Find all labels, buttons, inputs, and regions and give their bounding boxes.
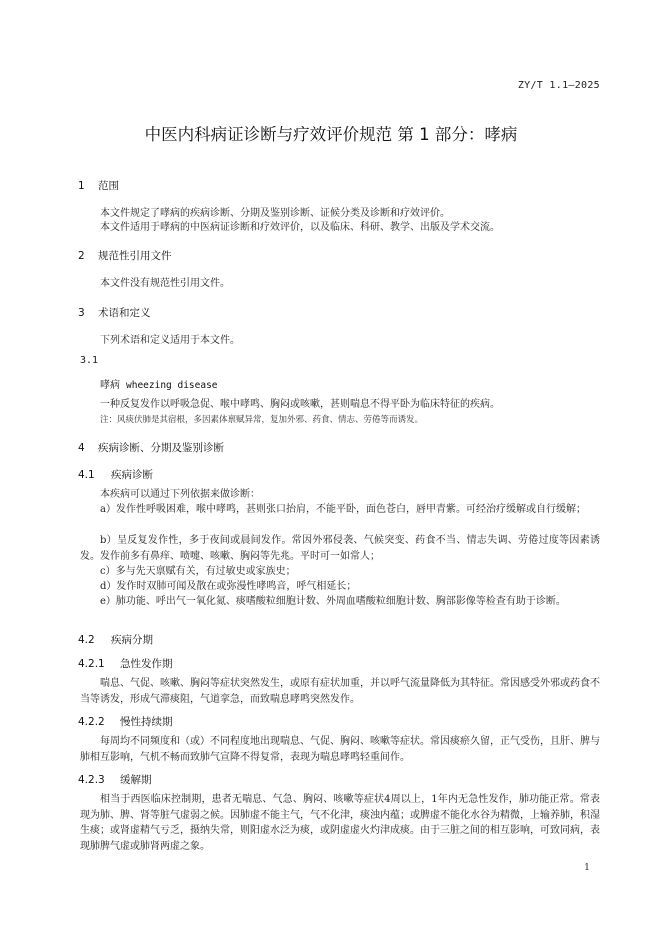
section-title: 疾病诊断 [111, 469, 153, 481]
section-title: 缓解期 [120, 774, 152, 786]
term-number: 3.1 [80, 355, 99, 366]
section-number: 4.2.1 [78, 658, 105, 670]
list-item: e）肺功能、呼出气一氧化氮、痰嗜酸粒细胞计数、外周血嗜酸粒细胞计数、胸部影像等检查有助于诊断。 [100, 596, 566, 607]
section-number: 4.1 [78, 469, 95, 481]
section-title: 慢性持续期 [120, 716, 173, 728]
list-item: b）呈反复发作性，多于夜间或晨间发作。常因外邪侵袭、气候突变、药食不当、情志失调、劳倦过度等因素诱发。发作前多有鼻痒、喷嚏、咳嗽、胸闷等先兆。平时可一如常人； [80, 535, 600, 562]
section-number: 4.2.2 [78, 716, 105, 728]
section-title: 术语和定义 [98, 307, 151, 319]
section-title: 疾病分期 [111, 634, 153, 646]
section-4-2-2-heading [78, 714, 173, 729]
paragraph: 喘息、气促、咳嗽、胸闷等症状突然发生，或原有症状加重，并以呼气流量降低为其特征。常因感受外邪或药食不当等诱发，形成气滞痰阻，气道挛急，而致喘息哮鸣突然发作。 [80, 678, 600, 705]
paragraph: 相当于西医临床控制期，患者无喘息、气急、胸闷、咳嗽等症状4周以上，1年内无急性发作，肺功能正常。常表现为肺、脾、肾等脏气虚弱之候。因肺虚不能主气，气不化津，痰浊内蕴；或脾虚不能化水谷为精微，上输养肺，积湿生痰；或肾虚精气亏乏，摄纳失常，则阳虚水泛为痰，或阴虚虚火灼津成痰。由于三脏之间的相互影响，可致同病，表现肺脾气虚或肺肾两虚之象。 [80, 794, 600, 852]
section-title: 规范性引用文件 [98, 250, 172, 262]
term-definition: 一种反复发作以呼吸急促、喉中哮鸣、胸闷或咳嗽，甚则喘息不得平卧为临床特征的疾病。 [100, 399, 500, 410]
section-title: 急性发作期 [120, 658, 173, 670]
section-4-heading [78, 440, 224, 455]
section-title: 疾病诊断、分期及鉴别诊断 [98, 442, 224, 454]
term-note: 注：风痰伏肺是其宿根，多因素体禀赋异常，复加外邪、药食、情志、劳倦等而诱发。 [100, 415, 424, 425]
section-number: 2 [78, 250, 85, 262]
list-item: c）多与先天禀赋有关，有过敏史或家族史； [100, 566, 296, 577]
section-number: 3 [78, 307, 85, 319]
section-number: 4.2.3 [78, 774, 105, 786]
section-4-2-heading [78, 632, 153, 647]
term-entry [100, 376, 218, 391]
list-item: d）发作时双肺可闻及散在或弥漫性哮鸣音，呼气相延长； [100, 581, 357, 592]
list-item: a）发作性呼吸困难，喉中哮鸣，甚则张口抬肩，不能平卧，面色苍白，唇甲青紫。可经治疗缓解或自行缓解； [100, 504, 586, 515]
term-chinese: 哮病 [100, 380, 120, 391]
term-english: wheezing disease [126, 380, 218, 391]
section-number: 1 [78, 180, 85, 192]
section-2-heading [78, 248, 172, 263]
section-4-2-3-heading [78, 772, 152, 787]
section-title: 范围 [98, 180, 119, 192]
section-4-2-1-heading [78, 656, 173, 671]
section-1-heading [78, 178, 119, 193]
paragraph: 下列术语和定义适用于本文件。 [100, 335, 240, 346]
paragraph: 本文件没有规范性引用文件。 [100, 278, 230, 289]
page-number: 1 [583, 862, 590, 873]
section-number: 4.2 [78, 634, 95, 646]
paragraph: 每周均不同频度和（或）不同程度地出现喘息、气促、胸闷、咳嗽等症状。常因痰瘀久留，正气受伤，且肝、脾与肺相互影响，气机不畅而致肺气宣降不得复常，表现为喘息哮鸣轻重间作。 [80, 736, 600, 763]
standard-number: ZY/T 1.1—2025 [517, 80, 600, 91]
section-4-1-heading [78, 467, 153, 482]
paragraph: 本疾病可以通过下列依据来做诊断： [100, 489, 260, 500]
paragraph: 本文件适用于哮病的中医病证诊断和疗效评价，以及临床、科研、教学、出版及学术交流。 [100, 222, 500, 233]
document-title: 中医内科病证诊断与疗效评价规范 第 1 部分：哮病 [144, 125, 518, 144]
section-3-heading [78, 305, 151, 320]
paragraph: 本文件规定了哮病的疾病诊断、分期及鉴别诊断、证候分类及诊断和疗效评价。 [100, 208, 450, 219]
section-number: 4 [78, 442, 85, 454]
